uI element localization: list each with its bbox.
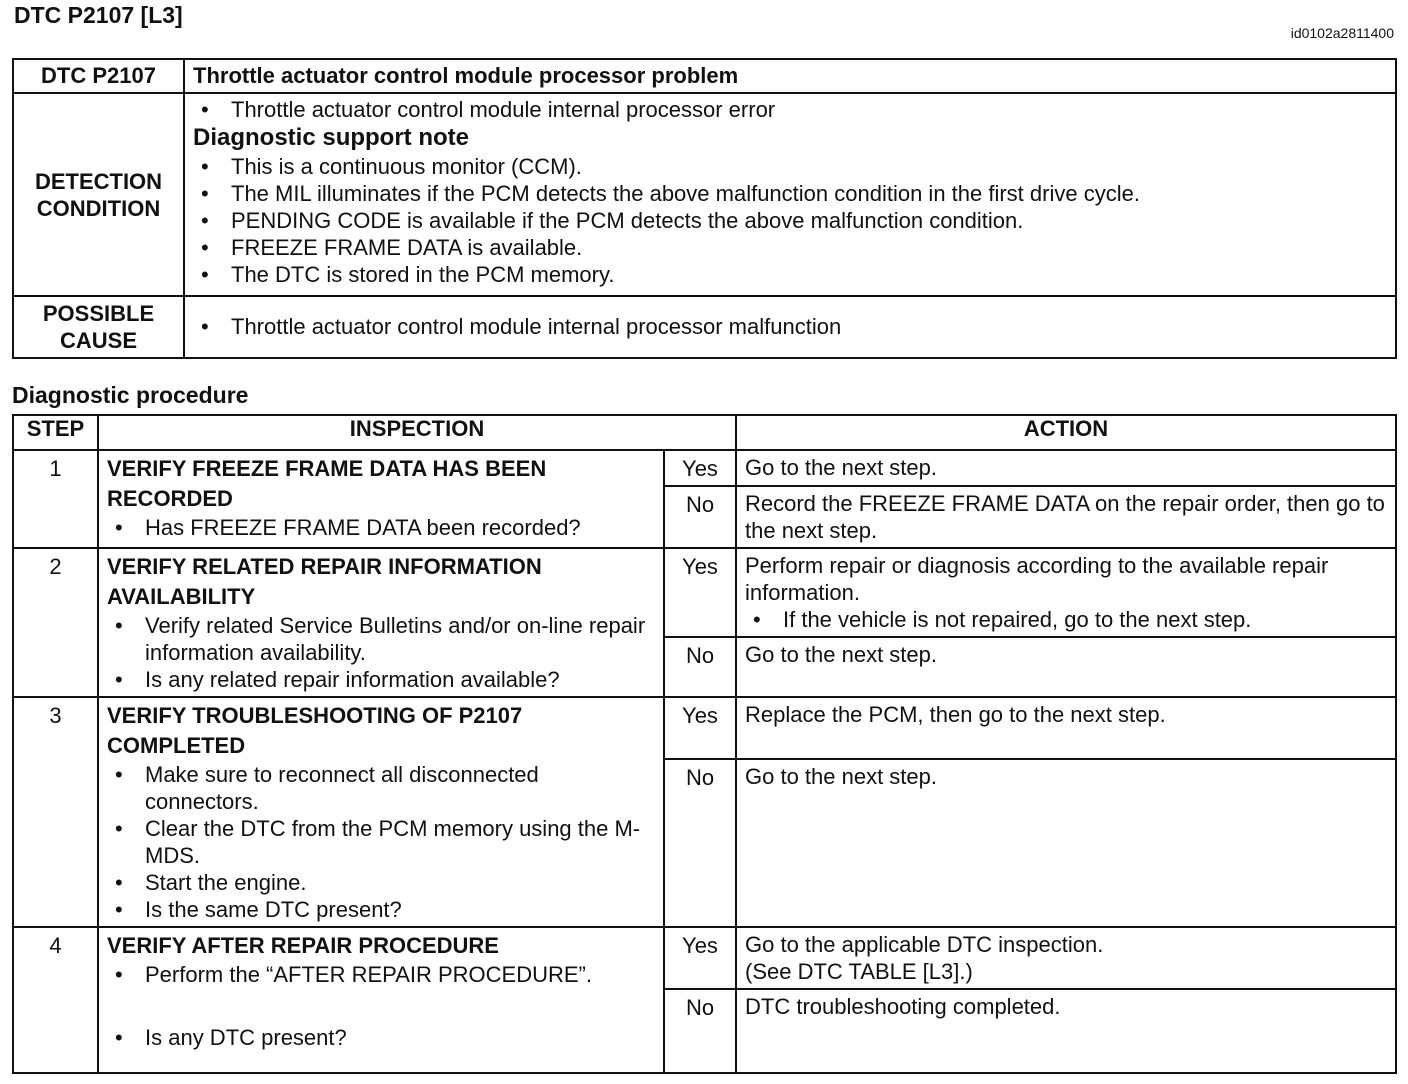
list-item: • Make sure to reconnect all disconnected connectors. xyxy=(107,761,655,815)
list-item: • Throttle actuator control module internal processor error xyxy=(193,96,1387,123)
list-item: • Is any related repair information available? xyxy=(107,666,655,693)
step-inspection xyxy=(98,450,664,548)
no-action: Record the FREEZE FRAME DATA on the repair order, then go to the next step. xyxy=(736,486,1396,548)
spacer xyxy=(107,988,655,1024)
yes-action: Perform repair or diagnosis according to the available repair information. xyxy=(745,553,1329,605)
step-number: 1 xyxy=(13,450,98,548)
yes-label: Yes xyxy=(664,927,736,989)
step-number: 3 xyxy=(13,697,98,927)
no-label: No xyxy=(664,637,736,697)
dtc-code: DTC P2107 xyxy=(13,59,184,93)
column-header-inspection: INSPECTION xyxy=(98,415,736,450)
no-label: No xyxy=(664,989,736,1073)
step-inspection xyxy=(98,697,664,927)
yes-label: Yes xyxy=(664,697,736,759)
no-action: Go to the next step. xyxy=(736,637,1396,697)
detection-condition-label xyxy=(13,93,184,296)
list-item: • Has FREEZE FRAME DATA been recorded? xyxy=(107,514,655,541)
diagnostic-procedure-table xyxy=(12,414,1397,1074)
possible-cause-label-text: POSSIBLE CAUSE xyxy=(42,301,155,353)
yes-action-cell xyxy=(736,927,1396,989)
yes-label: Yes xyxy=(664,548,736,637)
detection-list xyxy=(193,96,1387,123)
list-item: • The MIL illuminates if the PCM detects the above malfunction condition in the first drive cycle. xyxy=(193,180,1387,207)
list-item: • Perform the “AFTER REPAIR PROCEDURE”. xyxy=(107,961,655,988)
yes-action-list xyxy=(745,606,1387,633)
list-item: • The DTC is stored in the PCM memory. xyxy=(193,261,1387,288)
list-item: • Verify related Service Bulletins and/or on-line repair information availability. xyxy=(107,612,655,666)
no-action: Go to the next step. xyxy=(736,759,1396,927)
step-heading: VERIFY TROUBLESHOOTING OF P2107 COMPLETED xyxy=(107,703,523,758)
yes-action: Go to the next step. xyxy=(736,450,1396,486)
column-header-step: STEP xyxy=(13,415,98,450)
detection-condition-content xyxy=(184,93,1396,296)
list-item: • Throttle actuator control module internal processor malfunction xyxy=(193,313,1387,340)
support-note-title: Diagnostic support note xyxy=(193,124,469,151)
yes-action-reference: (See DTC TABLE [L3].) xyxy=(745,959,973,984)
step-heading: VERIFY AFTER REPAIR PROCEDURE xyxy=(107,933,499,958)
step-heading: VERIFY RELATED REPAIR INFORMATION AVAILABILITY xyxy=(107,554,542,609)
yes-action: Replace the PCM, then go to the next step. xyxy=(736,697,1396,759)
step-items xyxy=(107,612,655,693)
list-item: • If the vehicle is not repaired, go to the next step. xyxy=(745,606,1387,633)
list-item: • FREEZE FRAME DATA is available. xyxy=(193,234,1387,261)
list-item: • Is any DTC present? xyxy=(107,1024,655,1051)
list-item: • Start the engine. xyxy=(107,869,655,896)
detection-condition-label-text: DETECTION CONDITION xyxy=(34,168,163,221)
no-label: No xyxy=(664,759,736,927)
no-action: DTC troubleshooting completed. xyxy=(736,989,1396,1073)
list-item: • PENDING CODE is available if the PCM detects the above malfunction condition. xyxy=(193,207,1387,234)
list-item: • This is a continuous monitor (CCM). xyxy=(193,153,1387,180)
yes-action: Go to the applicable DTC inspection. xyxy=(745,932,1104,957)
yes-label: Yes xyxy=(664,450,736,486)
possible-cause-label xyxy=(13,296,184,358)
step-number: 4 xyxy=(13,927,98,1073)
step-inspection xyxy=(98,927,664,1073)
step-items xyxy=(107,961,655,988)
page-title: DTC P2107 [L3] xyxy=(14,2,183,28)
dtc-info-table xyxy=(12,58,1397,359)
step-items xyxy=(107,514,655,541)
step-items xyxy=(107,761,655,923)
column-header-action: ACTION xyxy=(736,415,1396,450)
section-title: Diagnostic procedure xyxy=(12,382,249,408)
cause-list xyxy=(193,313,1387,340)
document-id: id0102a2811400 xyxy=(1290,25,1394,41)
yes-action-cell xyxy=(736,548,1396,637)
possible-cause-content xyxy=(184,296,1396,358)
dtc-description: Throttle actuator control module processor problem xyxy=(184,59,1396,93)
step-number: 2 xyxy=(13,548,98,697)
list-item: • Is the same DTC present? xyxy=(107,896,655,923)
step-items xyxy=(107,1024,655,1051)
list-item: • Clear the DTC from the PCM memory using the M-MDS. xyxy=(107,815,655,869)
step-heading: VERIFY FREEZE FRAME DATA HAS BEEN RECORDED xyxy=(107,456,547,511)
support-note-list xyxy=(193,153,1387,288)
no-label: No xyxy=(664,486,736,548)
step-inspection xyxy=(98,548,664,697)
